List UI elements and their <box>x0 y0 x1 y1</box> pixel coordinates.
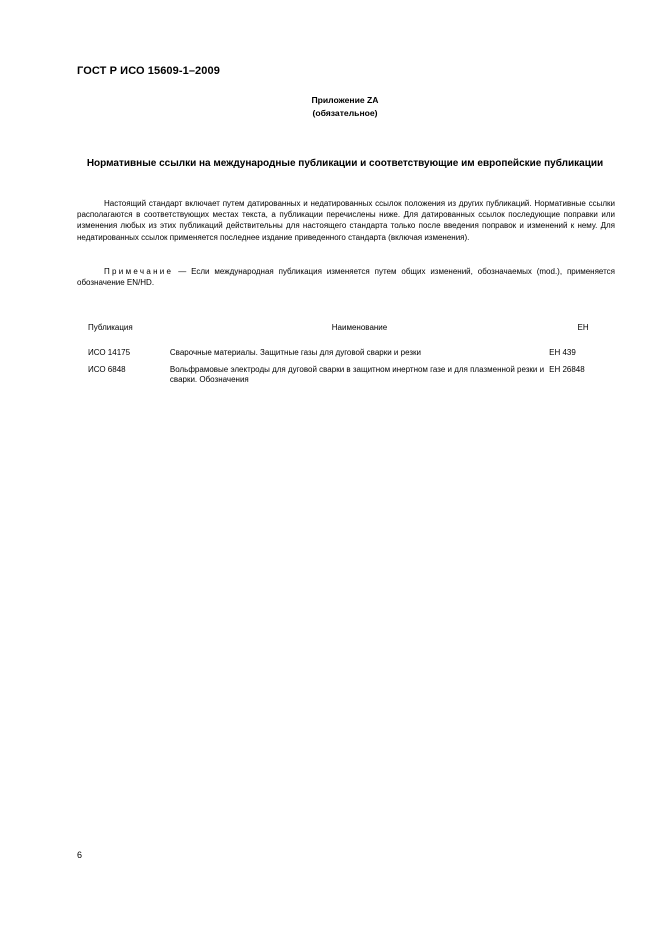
table-header-row <box>77 323 617 348</box>
header-en: ЕН <box>577 323 589 332</box>
document-header: ГОСТ Р ИСО 15609-1–2009 <box>77 65 220 77</box>
note-text: — Если международная публикация изменяется путем общих изменений, обозначаемых (mod.), применяется обозначение EN/HD. <box>77 267 615 288</box>
annex-title: Приложение ZA <box>311 95 379 105</box>
annex-status: (обязательное) <box>312 108 378 118</box>
references-table <box>77 323 617 392</box>
cell-publication: ИСО 6848 <box>88 364 126 374</box>
note-paragraph <box>77 266 615 288</box>
cell-en: ЕН 439 <box>549 348 576 357</box>
table-row <box>77 348 617 365</box>
note-label: Примечание <box>104 267 174 276</box>
table-row <box>77 365 617 392</box>
section-title: Нормативные ссылки на международные публикации и соответствующие им европейские публикации <box>86 158 604 169</box>
cell-publication: ИСО 14175 <box>88 348 131 357</box>
header-name: Наименование <box>331 323 388 332</box>
cell-name: Вольфрамовые электроды для дуговой сварки в защитном инертном газе и для плазменной резки и сварки. Обозначения <box>169 364 545 384</box>
cell-en: ЕН 26848 <box>549 364 585 374</box>
header-publication: Публикация <box>88 323 133 332</box>
annex-heading <box>0 94 661 120</box>
body-paragraph: Настоящий стандарт включает путем датированных и недатированных ссылок положения из других публикаций. Нормативные ссылки располагаются в соответствующих местах текста, а публикации перечислены ниже. Для датированных ссылок последующие поправки или изменения любых из этих публикаций действительны для настоящего стандарта только после введения поправок и изменений к нему. Для недатированных ссылок применяется последнее издание приведенного стандарта (включая изменения). <box>77 199 615 242</box>
cell-name: Сварочные материалы. Защитные газы для дуговой сварки и резки <box>169 348 421 357</box>
page-number: 6 <box>77 850 83 860</box>
